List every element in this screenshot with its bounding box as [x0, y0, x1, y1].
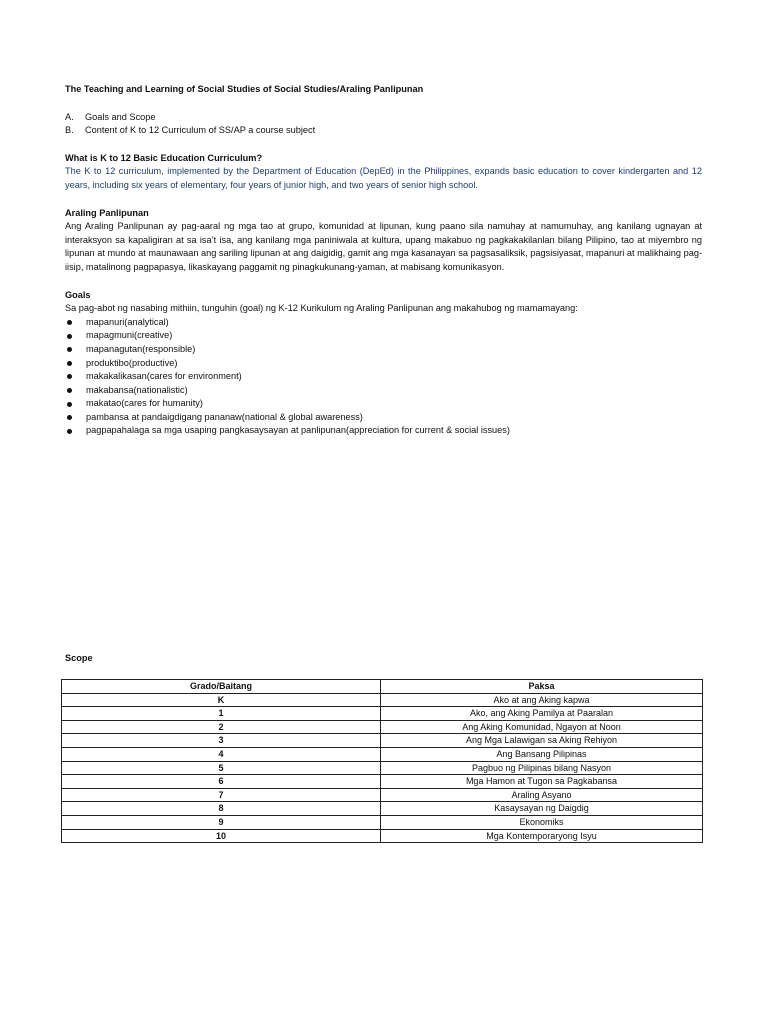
- scope-section: [65, 653, 702, 843]
- topic-cell: Ekonomiks: [381, 815, 703, 829]
- goal-item: [65, 411, 702, 425]
- topic-cell: Araling Asyano: [381, 788, 703, 802]
- table-row: [62, 693, 703, 707]
- table-row: [62, 829, 703, 843]
- grade-cell: 9: [62, 815, 381, 829]
- grade-cell: 6: [62, 775, 381, 789]
- table-row: [62, 747, 703, 761]
- table-row: [62, 761, 703, 775]
- grade-cell: K: [62, 693, 381, 707]
- goal-item: [65, 384, 702, 398]
- goal-text: produktibo(productive): [86, 357, 178, 368]
- goal-item: [65, 357, 702, 371]
- grade-cell: 8: [62, 802, 381, 816]
- table-row: [62, 707, 703, 721]
- outline-item: [65, 124, 702, 138]
- scope-table: [61, 679, 703, 843]
- bullet-icon: [67, 374, 72, 379]
- goal-text: pagpapahalaga sa mga usaping pangkasaysayan at panlipunan(appreciation for current & social issues): [86, 425, 510, 436]
- bullet-icon: [67, 415, 72, 420]
- table-row: [62, 775, 703, 789]
- document-title: The Teaching and Learning of Social Studies of Social Studies/Araling Panlipunan: [65, 84, 424, 94]
- column-header-topic: Paksa: [381, 680, 703, 694]
- bullet-icon: [67, 402, 72, 407]
- topic-cell: Ako, ang Aking Pamilya at Paaralan: [381, 707, 703, 721]
- goal-text: makatao(cares for humanity): [86, 398, 203, 409]
- goals-heading: Goals: [65, 289, 91, 300]
- grade-cell: 2: [62, 720, 381, 734]
- table-row: [62, 815, 703, 829]
- grade-cell: 7: [62, 788, 381, 802]
- goal-text: mapanuri(analytical): [86, 316, 169, 327]
- goal-item: [65, 424, 702, 438]
- topic-cell: Pagbuo ng Pilipinas bilang Nasyon: [381, 761, 703, 775]
- grade-cell: 10: [62, 829, 381, 843]
- topic-cell: Mga Kontemporaryong Isyu: [381, 829, 703, 843]
- goal-item: [65, 397, 702, 411]
- goal-text: makakalikasan(cares for environment): [86, 371, 242, 382]
- topic-cell: Mga Hamon at Tugon sa Pagkabansa: [381, 775, 703, 789]
- outline-letter: B.: [65, 125, 74, 136]
- topic-cell: Ako at ang Aking kapwa: [381, 693, 703, 707]
- goal-text: makabansa(nationalistic): [86, 384, 188, 395]
- topic-cell: Kasaysayan ng Daigdig: [381, 802, 703, 816]
- bullet-icon: [67, 320, 72, 325]
- table-header-row: [62, 680, 703, 694]
- outline-text: Goals and Scope: [85, 111, 156, 122]
- table-row: [62, 734, 703, 748]
- goal-item: [65, 343, 702, 357]
- k12-paragraph: The K to 12 curriculum, implemented by the Department of Education (DepEd) in the Philippines, expands basic education to cover kindergarten and 12 years, including six years of elementary, four years of junior high, and two years of senior high school.: [65, 166, 702, 190]
- goals-intro: Sa pag-abot ng nasabing mithiin, tunguhin (goal) ng K-12 Kurikulum ng Araling Panlipunan ang makahubog ng mamamayang:: [65, 303, 578, 314]
- outline-text: Content of K to 12 Curriculum of SS/AP a course subject: [85, 125, 316, 136]
- outline-letter: A.: [65, 111, 74, 122]
- grade-cell: 4: [62, 747, 381, 761]
- document-body: [65, 83, 702, 438]
- grade-cell: 1: [62, 707, 381, 721]
- grade-cell: 3: [62, 734, 381, 748]
- topic-cell: Ang Mga Lalawigan sa Aking Rehiyon: [381, 734, 703, 748]
- goal-item: [65, 316, 702, 330]
- ap-heading: Araling Panlipunan: [65, 207, 149, 218]
- column-header-grade: Grado/Baitang: [62, 680, 381, 694]
- bullet-icon: [67, 361, 72, 366]
- bullet-icon: [67, 429, 72, 434]
- goal-text: mapagmuni(creative): [86, 330, 173, 341]
- bullet-icon: [67, 388, 72, 393]
- bullet-icon: [67, 347, 72, 352]
- outline-item: [65, 111, 702, 125]
- goal-text: mapanagutan(responsible): [86, 343, 196, 354]
- table-row: [62, 802, 703, 816]
- scope-heading: Scope: [65, 653, 93, 663]
- topic-cell: Ang Aking Komunidad, Ngayon at Noon: [381, 720, 703, 734]
- goal-text: pambansa at pandaigdigang pananaw(national & global awareness): [86, 411, 363, 422]
- bullet-icon: [67, 334, 72, 339]
- topic-cell: Ang Bansang Pilipinas: [381, 747, 703, 761]
- table-row: [62, 720, 703, 734]
- k12-heading: What is K to 12 Basic Education Curriculum?: [65, 152, 263, 163]
- goal-item: [65, 329, 702, 343]
- ap-paragraph: Ang Araling Panlipunan ay pag-aaral ng mga tao at grupo, komunidad at lipunan, kung paano sila namuhay at namumuhay, ang kanilang ugnayan at interaksyon sa kapaligiran at sa isa’t isa, ang kanilang mga paniniwala at kultura, upang makabuo ng pagkakakilanlan bilang Pilipino, tao at miyembro ng lipunan at mundo at maunawaan ang sariling lipunan at ang daigidig, gamit ang mga kasanayan sa pagsasaliksik, pagsisiyasat, mapanuri at malikhaing pag-iisip, matalinong pagpapasya, likaskayang paggamit ng pinagkukunang-yaman, at mabisang komunikasyon.: [65, 221, 702, 272]
- goals-list: [65, 316, 702, 438]
- goal-item: [65, 370, 702, 384]
- outline-list: [65, 111, 702, 138]
- table-row: [62, 788, 703, 802]
- grade-cell: 5: [62, 761, 381, 775]
